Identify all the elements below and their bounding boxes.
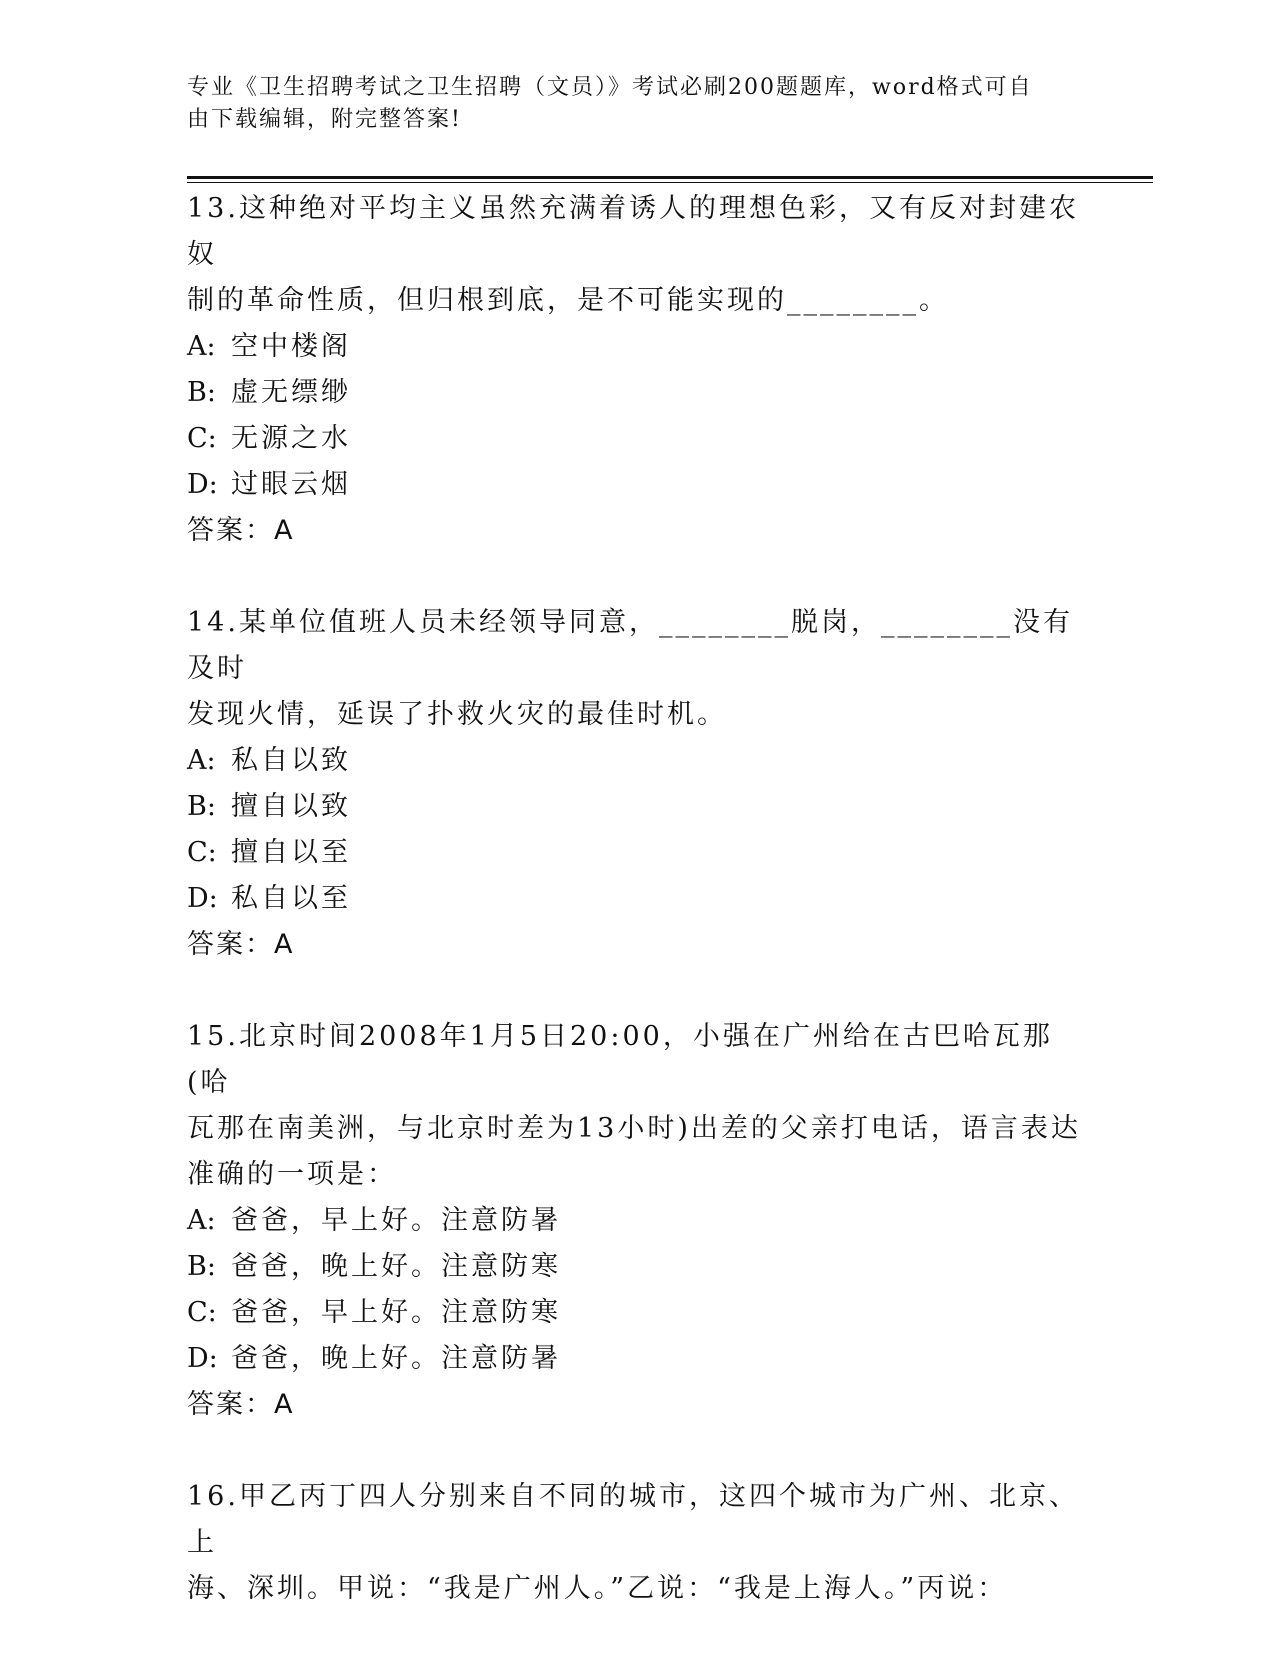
option-text: 爸爸，早上好。注意防寒 bbox=[231, 1297, 561, 1328]
option-letter: B: bbox=[187, 791, 216, 822]
option-text: 过眼云烟 bbox=[231, 469, 351, 500]
header-line-1: 专业《卫生招聘考试之卫生招聘（文员）》考试必刷200题题库，word格式可自 bbox=[187, 75, 1033, 100]
option-text: 爸爸，早上好。注意防暑 bbox=[231, 1205, 561, 1236]
option-text: 私自以致 bbox=[231, 745, 351, 776]
answer-line: 答案：A bbox=[187, 1389, 295, 1420]
option-text: 爸爸，晚上好。注意防暑 bbox=[231, 1343, 561, 1374]
option-b bbox=[187, 370, 1087, 416]
document-header bbox=[187, 72, 1067, 136]
option-text: 虚无缥缈 bbox=[231, 377, 351, 408]
header-rule-thick bbox=[187, 176, 1153, 179]
option-letter: C: bbox=[187, 423, 217, 454]
answer-line: 答案：A bbox=[187, 929, 295, 960]
option-letter: D: bbox=[187, 883, 218, 914]
option-text: 无源之水 bbox=[231, 423, 351, 454]
option-c bbox=[187, 830, 1087, 876]
option-a bbox=[187, 324, 1087, 370]
question-stem-line: 瓦那在南美洲，与北京时差为13小时)出差的父亲打电话，语言表达 bbox=[187, 1113, 1081, 1144]
option-letter: A: bbox=[187, 331, 216, 362]
option-text: 擅自以至 bbox=[231, 837, 351, 868]
option-c bbox=[187, 1290, 1087, 1336]
option-text: 私自以至 bbox=[231, 883, 351, 914]
question-15 bbox=[187, 1014, 1087, 1428]
question-stem-line: 发现火情，延误了扑救火灾的最佳时机。 bbox=[187, 699, 727, 730]
question-13 bbox=[187, 186, 1087, 554]
question-stem-line: 14.某单位值班人员未经领导同意，________脱岗，________没有及时 bbox=[187, 607, 1073, 684]
option-d bbox=[187, 876, 1087, 922]
option-text: 空中楼阁 bbox=[231, 331, 351, 362]
option-letter: A: bbox=[187, 1205, 216, 1236]
option-letter: C: bbox=[187, 837, 217, 868]
option-a bbox=[187, 1198, 1087, 1244]
option-letter: B: bbox=[187, 377, 216, 408]
option-letter: A: bbox=[187, 745, 216, 776]
option-d bbox=[187, 1336, 1087, 1382]
option-d bbox=[187, 462, 1087, 508]
question-stem-line: 13.这种绝对平均主义虽然充满着诱人的理想色彩，又有反对封建农奴 bbox=[187, 193, 1079, 270]
header-line-2: 由下载编辑，附完整答案! bbox=[187, 107, 462, 132]
option-c bbox=[187, 416, 1087, 462]
question-14 bbox=[187, 600, 1087, 968]
option-text: 爸爸，晚上好。注意防寒 bbox=[231, 1251, 561, 1282]
header-rule-thin bbox=[187, 182, 1153, 183]
option-letter: D: bbox=[187, 469, 218, 500]
answer-line: 答案：A bbox=[187, 515, 295, 546]
question-16 bbox=[187, 1474, 1087, 1612]
question-stem-line: 海、深圳。甲说：“我是广州人。”乙说：“我是上海人。”丙说： bbox=[187, 1573, 1008, 1604]
question-stem-line: 15.北京时间2008年1月5日20:00，小强在广州给在古巴哈瓦那(哈 bbox=[187, 1021, 1053, 1098]
option-letter: D: bbox=[187, 1343, 218, 1374]
question-stem-line: 制的革命性质，但归根到底，是不可能实现的________。 bbox=[187, 285, 949, 316]
option-b bbox=[187, 1244, 1087, 1290]
option-text: 擅自以致 bbox=[231, 791, 351, 822]
option-letter: B: bbox=[187, 1251, 216, 1282]
option-b bbox=[187, 784, 1087, 830]
question-stem-line: 准确的一项是： bbox=[187, 1159, 397, 1190]
option-letter: C: bbox=[187, 1297, 217, 1328]
question-stem-line: 16.甲乙丙丁四人分别来自不同的城市，这四个城市为广州、北京、上 bbox=[187, 1481, 1079, 1558]
question-list bbox=[187, 186, 1087, 1658]
option-a bbox=[187, 738, 1087, 784]
